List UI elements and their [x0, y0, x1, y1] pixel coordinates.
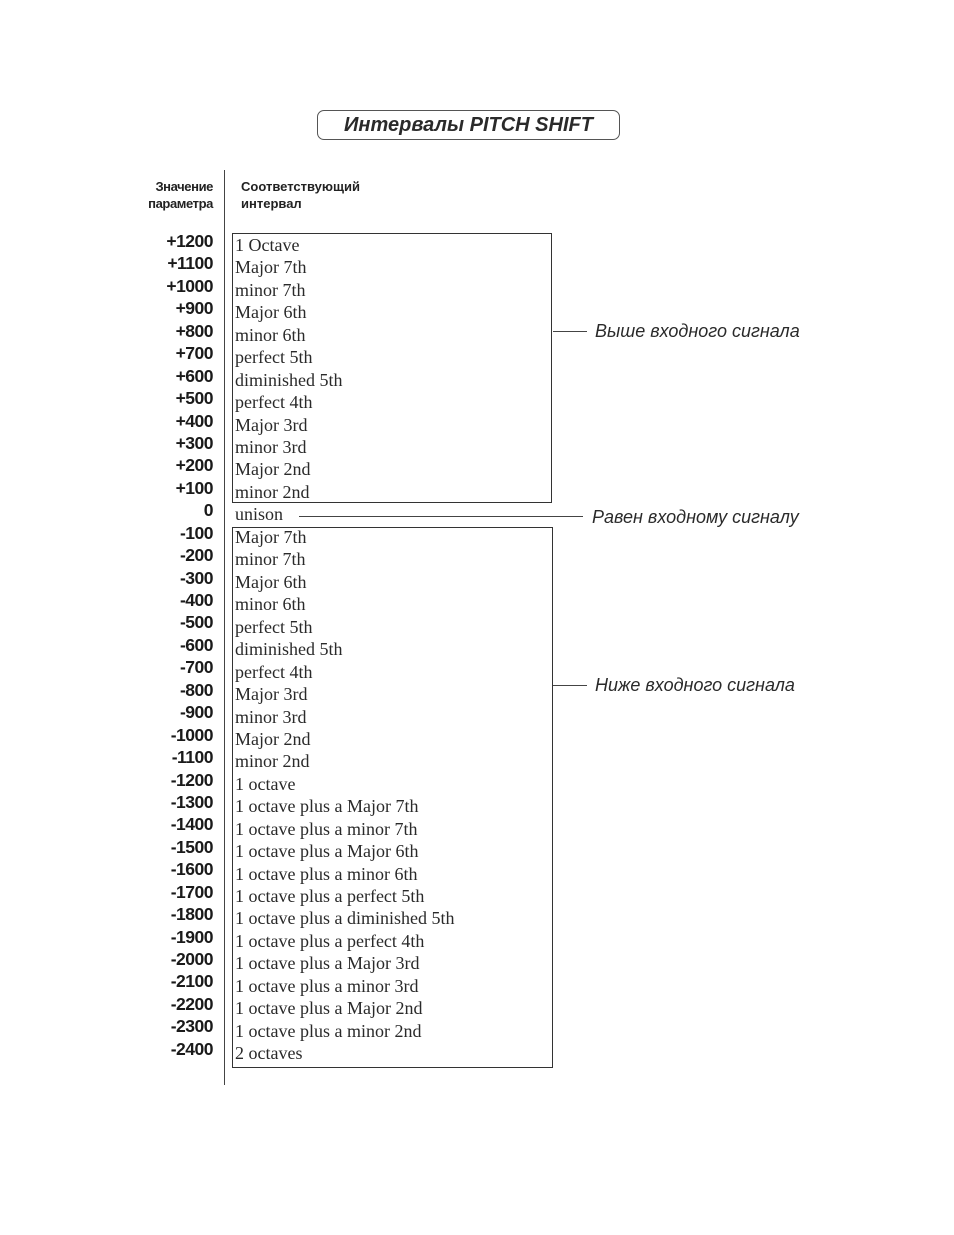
- interval-below-item: 1 octave plus a Major 7th: [235, 796, 419, 817]
- parameter-value: -1100: [171, 747, 213, 768]
- parameter-value: -1900: [170, 926, 213, 947]
- unison-signal-label: Равен входному сигналу: [592, 507, 799, 527]
- interval-below-item: 1 octave plus a Major 3rd: [235, 953, 420, 974]
- interval-above-item: 1 Octave: [235, 235, 300, 255]
- interval-above-item: Major 3rd: [235, 414, 308, 435]
- interval-below-item: Major 7th: [235, 527, 307, 547]
- parameter-value: -2000: [170, 949, 213, 969]
- interval-below-item: Major 2nd: [235, 728, 311, 749]
- interval-below-item: 1 octave plus a minor 3rd: [235, 975, 419, 996]
- value-header-line1: Значение: [155, 179, 213, 194]
- interval-above-item: perfect 5th: [235, 347, 313, 368]
- parameter-value: -2300: [170, 1016, 213, 1037]
- parameter-value: -1500: [170, 836, 213, 857]
- parameter-value: -1700: [170, 881, 213, 902]
- parameter-value: -1800: [170, 904, 213, 925]
- parameter-value: -100: [179, 522, 213, 543]
- parameter-values-list: [100, 230, 213, 1060]
- interval-above-item: Major 6th: [235, 302, 307, 323]
- interval-below-item: 1 octave plus a diminished 5th: [235, 908, 455, 929]
- parameter-value: 0: [203, 500, 213, 521]
- interval-unison: unison: [235, 504, 284, 524]
- value-header-line2: параметра: [148, 196, 213, 211]
- interval-below-item: 1 octave plus a minor 2nd: [235, 1020, 422, 1041]
- interval-header-line1: Соответствующий: [241, 179, 360, 194]
- unison-connector-line: [299, 516, 583, 517]
- value-column-header: [100, 178, 213, 212]
- parameter-value: -600: [179, 634, 213, 655]
- parameter-value: +400: [175, 410, 213, 431]
- parameter-value: -1600: [170, 859, 213, 880]
- interval-below-item: 1 octave plus a perfect 4th: [235, 930, 425, 951]
- interval-below-item: 1 octave plus a perfect 5th: [235, 886, 425, 906]
- interval-below-item: 1 octave plus a Major 6th: [235, 841, 419, 862]
- below-connector-line: [553, 685, 587, 686]
- parameter-value: -900: [179, 702, 213, 723]
- parameter-value: -2200: [170, 993, 213, 1014]
- interval-below-item: Major 3rd: [235, 684, 308, 705]
- interval-above-item: minor 2nd: [235, 481, 310, 502]
- interval-above-item: diminished 5th: [235, 369, 343, 390]
- interval-above-item: minor 7th: [235, 279, 306, 300]
- parameter-value: +700: [175, 343, 213, 364]
- below-signal-label: Ниже входного сигнала: [595, 675, 795, 695]
- parameter-value: +600: [175, 365, 213, 386]
- interval-below-item: minor 3rd: [235, 706, 307, 727]
- above-connector-line: [553, 331, 587, 332]
- interval-above-item: Major 2nd: [235, 459, 311, 480]
- interval-below-item: 2 octaves: [235, 1043, 303, 1064]
- parameter-value: -200: [179, 545, 213, 566]
- interval-above-item: minor 6th: [235, 324, 306, 345]
- parameter-value: +900: [175, 298, 213, 319]
- page-title: Интервалы PITCH SHIFT: [317, 110, 620, 140]
- interval-below-item: minor 7th: [235, 549, 306, 570]
- parameter-value: +1000: [166, 275, 213, 296]
- parameter-value: -2400: [170, 1038, 213, 1059]
- parameter-value: -700: [179, 657, 213, 678]
- parameter-value: -800: [179, 679, 213, 700]
- intervals-above-list: [235, 234, 343, 503]
- parameter-value: -300: [179, 567, 213, 588]
- interval-below-item: 1 octave plus a Major 2nd: [235, 998, 423, 1019]
- interval-below-item: perfect 4th: [235, 661, 313, 682]
- interval-below-item: minor 2nd: [235, 751, 310, 772]
- interval-below-item: Major 6th: [235, 571, 307, 592]
- interval-below-item: 1 octave: [235, 773, 296, 794]
- parameter-value: -2100: [170, 971, 213, 992]
- parameter-value: +800: [175, 320, 213, 341]
- parameter-value: +500: [175, 388, 213, 409]
- parameter-value: +100: [175, 477, 213, 498]
- above-signal-label: Выше входного сигнала: [595, 321, 800, 341]
- interval-above-item: minor 3rd: [235, 436, 307, 457]
- interval-below-item: diminished 5th: [235, 639, 343, 660]
- interval-below-item: 1 octave plus a minor 6th: [235, 863, 418, 884]
- interval-below-item: minor 6th: [235, 594, 306, 615]
- parameter-value: -1000: [170, 724, 213, 745]
- parameter-value: +1200: [166, 231, 213, 251]
- intervals-unison-list: [235, 503, 283, 525]
- interval-above-item: Major 7th: [235, 257, 307, 278]
- parameter-value: -400: [179, 590, 213, 610]
- parameter-value: -1300: [170, 791, 213, 812]
- interval-below-item: 1 octave plus a minor 7th: [235, 818, 418, 839]
- interval-above-item: perfect 4th: [235, 392, 313, 413]
- parameter-value: +200: [175, 455, 213, 476]
- parameter-value: +1100: [167, 253, 213, 274]
- intervals-below-list: [235, 526, 454, 1065]
- parameter-value: -1400: [170, 814, 213, 835]
- interval-column-header: [241, 178, 441, 212]
- parameter-value: -500: [179, 612, 213, 633]
- column-divider: [224, 170, 225, 1085]
- parameter-value: +300: [175, 432, 213, 453]
- interval-below-item: perfect 5th: [235, 616, 313, 637]
- interval-header-line2: интервал: [241, 196, 302, 211]
- parameter-value: -1200: [170, 769, 213, 790]
